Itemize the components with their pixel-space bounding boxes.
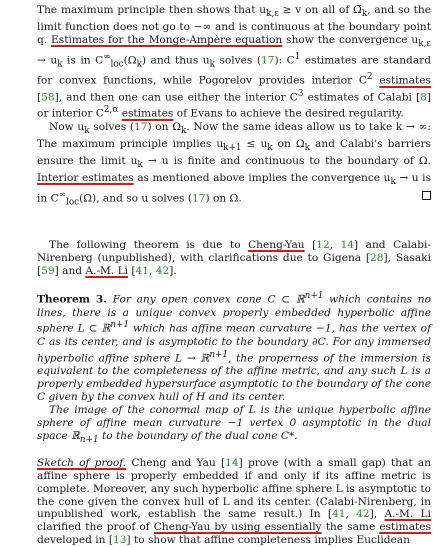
text: ): C: [274, 54, 295, 67]
subscript: k,ε: [418, 39, 431, 50]
subscript: k: [180, 125, 187, 136]
text: ] and: [54, 265, 86, 278]
text: ≤ u: [241, 137, 268, 150]
text: → u: [37, 54, 58, 67]
subscript: k: [304, 142, 310, 153]
text: Cheng and Yau [: [126, 456, 226, 469]
text: [: [304, 239, 317, 252]
text: ) and thus u: [141, 54, 210, 67]
text: (Ω), and so u solves (: [79, 192, 192, 205]
theorem-text: to the boundary of the dual cone C*.: [98, 429, 298, 442]
text: ] or interior C: [37, 91, 431, 120]
citation-link[interactable]: 42: [155, 265, 170, 278]
subscript: k: [57, 59, 63, 70]
citation-link[interactable]: 14: [340, 239, 355, 252]
text: the same: [321, 521, 380, 534]
underlined-phrase: Cheng-Yau: [248, 239, 305, 252]
text: of Evans to achieve the desired regularity.: [173, 107, 404, 120]
text: estimates are standard for convex functions, while Pogorelov provides interior C: [37, 54, 431, 88]
citation-link[interactable]: 41: [331, 508, 346, 521]
superscript: n+1: [304, 291, 324, 302]
subscript: k+1: [223, 142, 242, 153]
underlined-phrase: Estimates for the Monge-Ampère equation: [51, 33, 283, 46]
citation-link[interactable]: 28: [370, 252, 384, 265]
underlined-phrase: Cheng-Yau by using essentially: [153, 521, 322, 534]
text: solves (: [214, 54, 261, 67]
text: [: [128, 265, 136, 278]
citation-link[interactable]: 8: [420, 91, 427, 104]
superscript: ∞: [58, 189, 67, 200]
underlined-phrase: A.-M. Li: [384, 508, 431, 521]
text: as mentioned above implies the convergence u: [133, 171, 391, 184]
text: ] prove (with a small gap) that an affine sphere is properly embedded if and only if its affine metric is complete. Moreover, any such hyperbolic affine sphere L is asymptotic to the cone given the convex hull of L and its center. (Calabi-Nirenberg, in unpublished work, establish the same result.) In [: [37, 456, 431, 521]
superscript: n+1: [209, 349, 229, 360]
subscript: k: [136, 59, 142, 70]
theorem-statement-part2: [37, 404, 431, 447]
citation-link[interactable]: 41: [135, 265, 150, 278]
superscript: 2: [366, 72, 373, 83]
text: The following theorem is due to: [49, 239, 249, 252]
underlined-phrase: A.-M. Li: [85, 265, 129, 278]
citation-link[interactable]: 12: [316, 239, 330, 252]
text: Now u: [49, 120, 85, 133]
citation-link[interactable]: 17: [134, 120, 148, 133]
text: and Calabi's barriers ensure the limit u: [37, 137, 431, 167]
text: ) on Ω.: [205, 192, 242, 205]
paragraph-limit: [37, 121, 431, 210]
theorem-text: The image of the conormal map of L is the unique hyperbolic affine sphere of affine mean curvature −1 vertex 0 asymptotic in the dual space ℝ: [37, 403, 431, 442]
superscript: n+1: [110, 320, 130, 331]
theorem-statement: [37, 290, 431, 404]
text: ], Sasaki [: [37, 252, 431, 278]
subscript: loc: [110, 59, 124, 70]
spacer: [37, 278, 431, 290]
subscript: k: [390, 176, 396, 187]
text: ≥ v on all of Ω̄: [278, 4, 362, 16]
text: ].: [169, 265, 177, 278]
underlined-phrase: estimates: [379, 521, 431, 534]
underlined-phrase: estimates: [121, 107, 174, 120]
text: (Ω: [123, 54, 137, 67]
underlined-phrase: estimates: [379, 75, 431, 88]
subscript: k: [209, 59, 215, 70]
superscript: 2,α: [103, 105, 119, 116]
text: solves (: [89, 120, 134, 133]
text: → u is in C: [37, 171, 431, 205]
subscript: k,ε: [266, 9, 279, 20]
superscript: 1: [294, 51, 301, 62]
subscript: loc: [66, 197, 80, 208]
text: show the convergence u: [282, 33, 419, 46]
theorem-text: For any open convex cone C ⊂ ℝ: [107, 293, 305, 306]
citation-link[interactable]: 59: [41, 265, 55, 278]
text: ) on Ω: [147, 120, 181, 133]
text: ] to show that affine completeness implies Euclidean: [126, 534, 410, 547]
theorem-heading: Theorem 3.: [37, 293, 107, 306]
text: ], and then one can use either the interior C: [54, 91, 298, 104]
spacer: [37, 209, 431, 239]
text: → u is finite and continuous to the boundary of Ω.: [142, 154, 431, 167]
text: is in C: [62, 54, 104, 67]
subscript: n+1: [79, 434, 99, 445]
citation-link[interactable]: 13: [112, 534, 127, 547]
text: ,: [149, 265, 156, 278]
text: The maximum principle then shows that u: [37, 4, 267, 16]
subscript: k: [267, 142, 273, 153]
text: developed in [: [37, 534, 113, 547]
superscript: ∞: [103, 51, 111, 62]
text: estimates of Calabi [: [303, 91, 421, 104]
citation-link[interactable]: 17: [261, 54, 275, 67]
superscript: 3: [297, 88, 304, 99]
text: ,: [329, 239, 341, 252]
paragraph-attribution: [37, 239, 431, 278]
subscript: k: [361, 9, 368, 20]
text: ],: [369, 508, 385, 521]
text: [: [37, 91, 42, 104]
underlined-phrase: Sketch of proof.: [37, 456, 127, 469]
paragraph-proof-sketch: [37, 457, 431, 547]
subscript: k: [137, 159, 143, 170]
citation-link[interactable]: 42: [356, 508, 370, 521]
theorem-text: which contains no lines, there is a unique convex properly embedded hyperbolic affine sphere L ⊂ ℝ: [37, 293, 431, 335]
paragraph-regularity: [37, 4, 431, 121]
text: on Ω: [272, 137, 305, 150]
text: . Now the same ideas allow us to take k → ∞: The maximum principle implies u: [37, 120, 431, 150]
text: ] and Calabi-Nirenberg (unpublished), with clarifications due to Gigena [: [37, 239, 431, 265]
citation-link[interactable]: 17: [191, 192, 206, 205]
spacer: [37, 447, 431, 457]
citation-link[interactable]: 14: [225, 456, 239, 469]
citation-link[interactable]: 58: [41, 91, 55, 104]
subscript: k: [84, 125, 90, 136]
text: , and so the limit function does not go to −∞ and is continuous at the boundary point q.: [37, 4, 431, 46]
theorem-text: , the properness of the immersion is equivalent to the completeness of the affine metric, and any such L is a properly embedded hypersurface asymptotic to the boundary of the cone C given by the convex hull of H and its center.: [37, 352, 431, 404]
qed-box-icon: [422, 191, 431, 200]
theorem-text: which has affine mean curvature −1, has the vertex of C as its center, and is asymptotic to the boundary ∂C. For any immersed hyperbolic affine sphere L → ℝ: [37, 323, 431, 365]
text: clarified the proof of: [37, 521, 154, 534]
text: ,: [345, 508, 357, 521]
underlined-phrase: Interior estimates: [37, 171, 134, 184]
